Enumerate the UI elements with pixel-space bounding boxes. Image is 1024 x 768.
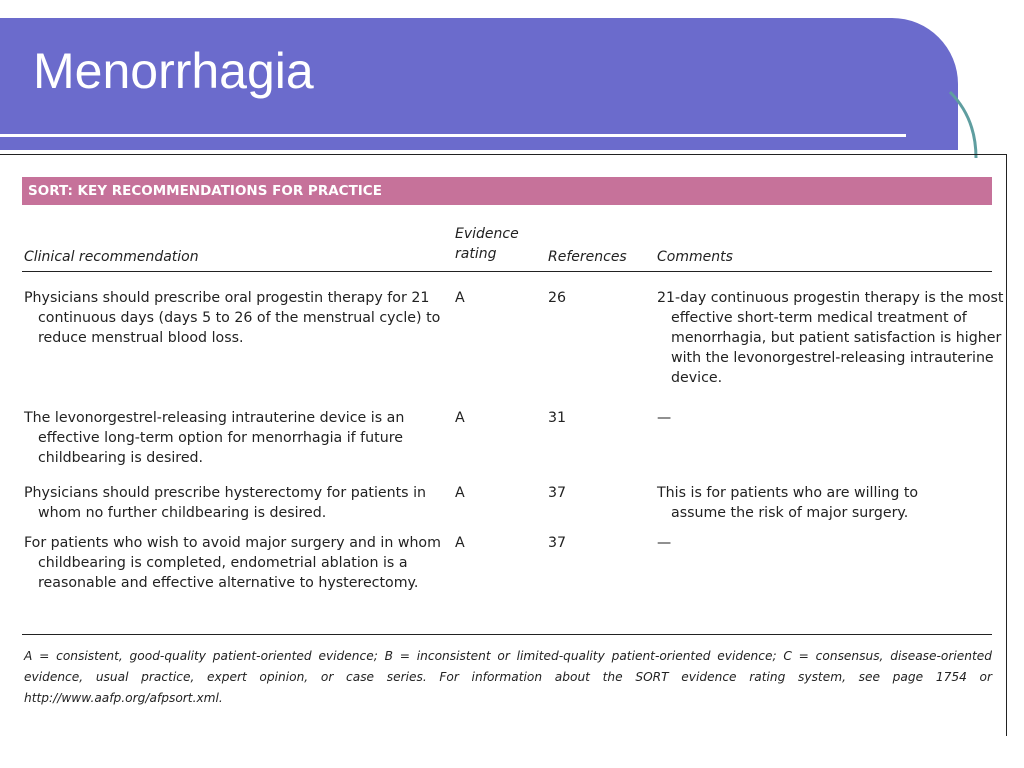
row-3-recommendation: Physicians should prescribe hysterectomy for patients in whom no further childbearing is desired. [24, 485, 427, 521]
row-4-comment: — [657, 535, 672, 551]
row-2-rating: A [455, 410, 465, 426]
row-1-rating: A [455, 290, 465, 306]
footer-rule [22, 634, 992, 635]
row-3-references: 37 [548, 485, 567, 501]
column-header-evidence-line1: Evidence [455, 226, 519, 242]
row-4-recommendation: For patients who wish to avoid major surgery and in whom childbearing is completed, endometrial ablation is a reasonable and effective alternative to hysterectomy. [24, 535, 441, 591]
row-3-comment: This is for patients who are willing to assume the risk of major surgery. [657, 485, 919, 521]
row-3-rating: A [455, 485, 465, 501]
column-header-evidence [455, 224, 519, 264]
column-header-evidence-line2: rating [455, 246, 497, 262]
row-4-rating: A [455, 535, 465, 551]
slide-title: Menorrhagia [33, 43, 314, 99]
column-header-references: References [548, 249, 627, 265]
row-2-references: 31 [548, 410, 567, 426]
row-4-references: 37 [548, 535, 567, 551]
sort-table-header: SORT: KEY RECOMMENDATIONS FOR PRACTICE [22, 177, 992, 205]
row-2-recommendation: The levonorgestrel-releasing intrauterine device is an effective long-term option for menorrhagia if future childbearing is desired. [24, 410, 405, 466]
row-1-references: 26 [548, 290, 567, 306]
header-rule [22, 271, 992, 272]
title-underline [0, 134, 906, 137]
row-2-comment: — [657, 410, 672, 426]
column-header-comments: Comments [657, 249, 733, 265]
row-1-recommendation: Physicians should prescribe oral progestin therapy for 21 continuous days (days 5 to 26 of the menstrual cycle) to reduce menstrual blood loss. [24, 290, 441, 346]
column-header-recommendation: Clinical recommendation [24, 249, 199, 265]
row-1-comment: 21-day continuous progestin therapy is the most effective short-term medical treatment of menorrhagia, but patient satisfaction is higher with the levonorgestrel-releasing intrauterine device. [657, 290, 1004, 386]
table-footnote: A = consistent, good-quality patient-oriented evidence; B = inconsistent or limited-quality patient-oriented evidence; C = consensus, disease-oriented evidence, usual practice, expert opinion, or case series. For information about the SORT evidence rating system, see page 1754 or http://www.aafp.org/afpsort.xml. [24, 649, 992, 705]
